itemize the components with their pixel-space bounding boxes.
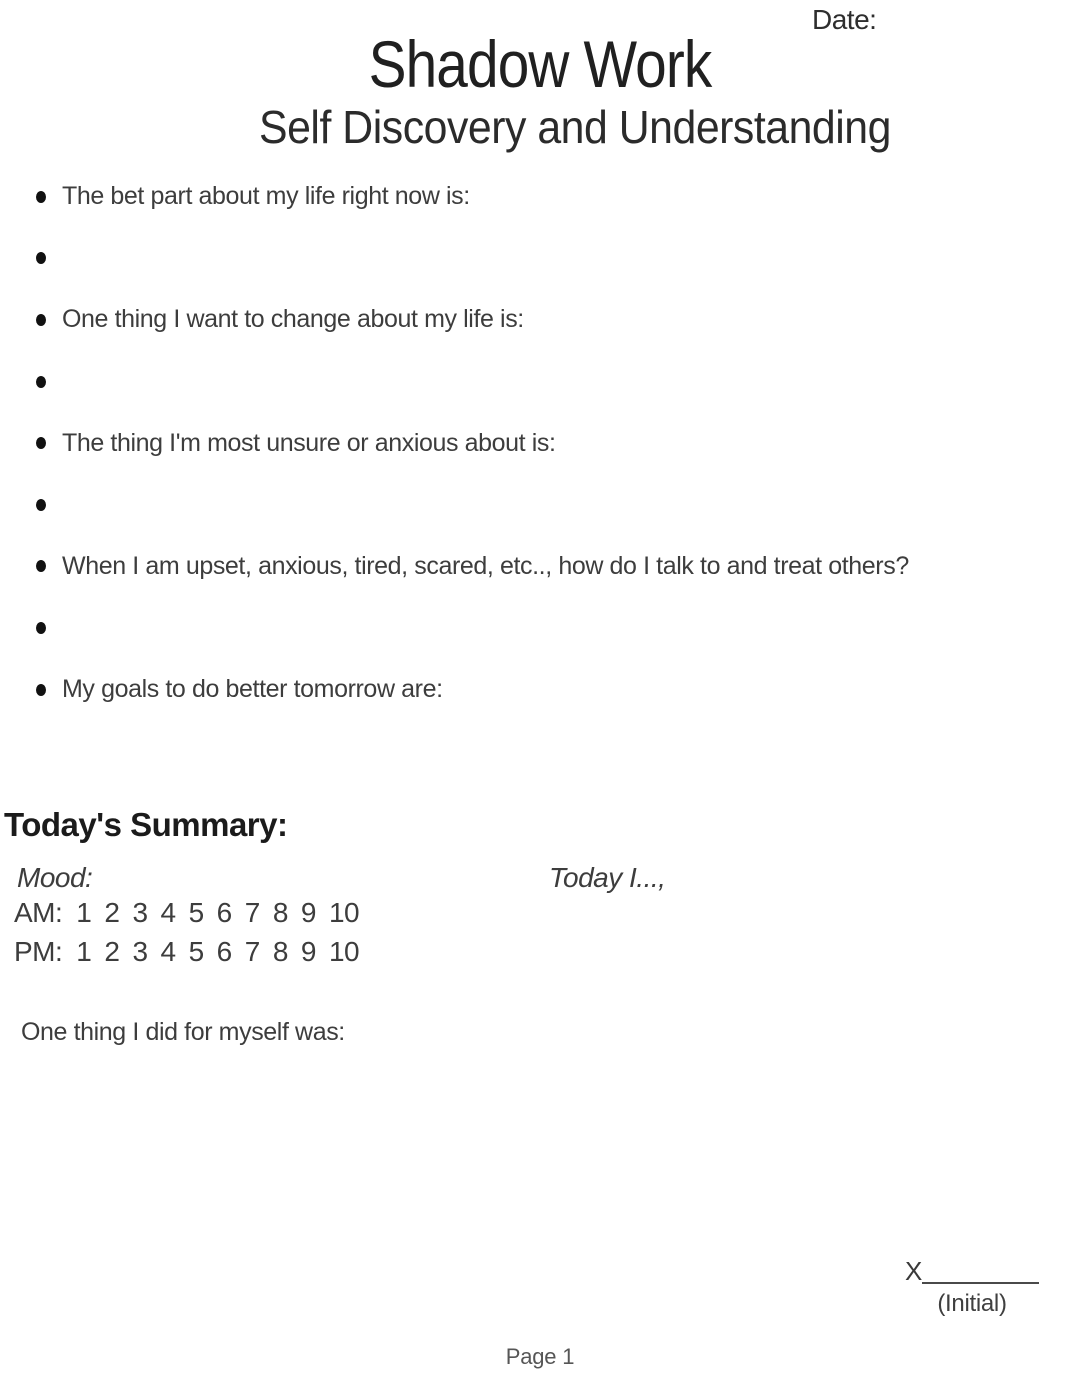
prompt-item [36,536,909,598]
mood-label: Mood: [17,862,93,893]
mood-scale-number: 7 [244,897,260,928]
date-label: Date: [812,4,877,35]
mood-scale-number: 10 [328,936,360,967]
prompt-item [36,659,909,721]
mood-scale-number: 9 [300,897,316,928]
mood-scale-number: 1 [76,897,92,928]
prompts-list [36,166,909,720]
bullet-icon [36,684,46,696]
mood-scale-pm [14,936,372,968]
mood-scale-am [14,897,372,929]
prompt-item [36,166,909,228]
prompt-item [36,351,909,413]
mood-scale-number: 7 [244,936,260,967]
prompt-item [36,289,909,351]
signature-x-label: X [905,1256,923,1286]
today-i-label: Today I..., [549,862,666,893]
prompt-text: When I am upset, anxious, tired, scared, etc.., how do I talk to and treat others? [62,551,909,580]
mood-scale-number: 1 [76,936,92,967]
prompt-item [36,228,909,290]
mood-scale-number: 4 [160,897,176,928]
mood-scale-number: 6 [216,936,232,967]
am-label: AM: [14,897,63,928]
pm-label: PM: [14,936,63,967]
bullet-icon [36,560,46,572]
initial-label: (Initial) [937,1290,1007,1317]
page-subtitle: Self Discovery and Understanding [259,101,891,153]
bullet-icon [36,252,46,264]
signature-line [922,1260,1039,1284]
prompt-text: My goals to do better tomorrow are: [62,675,443,704]
signature-block [905,1258,1039,1318]
page-number: Page 1 [505,1344,575,1369]
mood-scale-number: 6 [216,897,232,928]
mood-scale-number: 8 [272,897,288,928]
bullet-icon [36,499,46,511]
mood-scale-number: 4 [160,936,176,967]
mood-scale-number: 10 [328,897,360,928]
prompt-text: The bet part about my life right now is: [62,182,470,211]
mood-scale-number: 3 [132,936,148,967]
summary-heading: Today's Summary: [4,806,288,843]
mood-scale-number: 2 [104,897,120,928]
bullet-icon [36,376,46,388]
bullet-icon [36,191,46,203]
prompt-text: The thing I'm most unsure or anxious about is: [62,428,556,457]
bullet-icon [36,314,46,326]
prompt-text: One thing I want to change about my life is: [62,305,524,334]
bullet-icon [36,437,46,449]
self-care-prompt: One thing I did for myself was: [21,1018,345,1046]
mood-scale-number: 9 [300,936,316,967]
page-title: Shadow Work [368,27,712,101]
mood-scale-number: 5 [188,936,204,967]
bullet-icon [36,622,46,634]
prompt-item [36,412,909,474]
mood-scale-number: 3 [132,897,148,928]
mood-scale-number: 8 [272,936,288,967]
mood-scale-number: 2 [104,936,120,967]
prompt-item [36,597,909,659]
mood-scale-number: 5 [188,897,204,928]
prompt-item [36,474,909,536]
signature-row [905,1258,1039,1284]
